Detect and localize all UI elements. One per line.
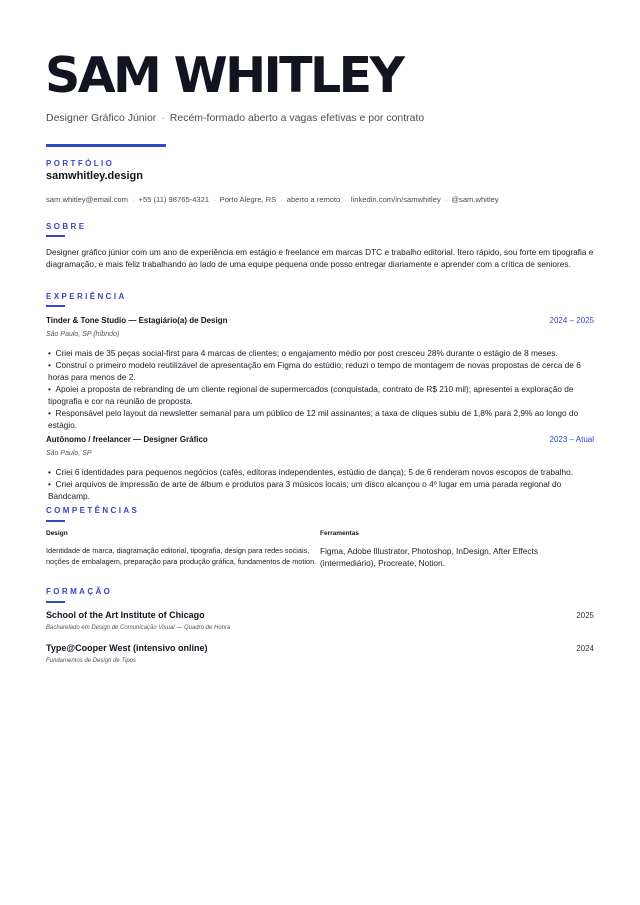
job-bullet: • Criei 6 identidades para pequenos negócios (cafés, editoras independentes, estúdio de dança); 5 de 6 renderam novos escopos de trabalho. <box>48 466 596 478</box>
education-heading: FORMAÇÃO <box>46 587 113 596</box>
job-bullets <box>48 466 596 502</box>
education-school: Type@Cooper West (intensivo online) <box>46 643 208 653</box>
role-title: Designer Gráfico Júnior <box>46 112 157 124</box>
contact-linkedin[interactable]: linkedin.com/in/samwhitley <box>350 195 441 204</box>
contact-separator: · <box>444 195 448 204</box>
skills-design-label: Design <box>46 530 68 537</box>
job-location: São Paulo, SP <box>46 450 92 457</box>
education-underline <box>46 601 65 603</box>
about-text: Designer gráfico júnior com um ano de experiência em estágio e freelance em marcas DTC e trabalho editorial. Itero rápido, sou forte em tipografia e diagramação, e mais feliz trabalhando ao lado de uma equipe pequena onde posso entregar diariamente e aprender com a crítica de seniores. <box>46 247 594 269</box>
header-accent-bar <box>46 144 166 147</box>
job-bullet: • Construí o primeiro modelo reutilizável de apresentação em Figma do estúdio; reduzi o tempo de montagem de novas propostas de cerca de 6 horas para menos de 2. <box>48 359 596 383</box>
skills-tools-label: Ferramentas <box>320 530 360 537</box>
headline <box>46 112 424 124</box>
education-detail: Fundamentos de Design de Tipos <box>46 658 136 664</box>
contact-remote: aberto a remoto <box>286 195 341 204</box>
job-bullet: • Apoiei a proposta de rebranding de um cliente regional de supermercados (conquistada, contrato de R$ 210 mil); apresentei a exploração de tipografia e cor na reunião de proposta. <box>48 383 596 407</box>
availability-tagline: Recém-formado aberto a vagas efetivas e por contrato <box>169 112 425 124</box>
job-title: Autônomo / freelancer — Designer Gráfico <box>46 435 208 444</box>
education-detail: Bacharelado em Design de Comunicação Visual — Quadro de Honra <box>46 625 231 631</box>
contact-separator: · <box>131 195 135 204</box>
about-underline <box>46 235 65 237</box>
contact-separator: · <box>280 195 283 204</box>
contact-handle[interactable]: @sam.whitley <box>451 195 499 204</box>
education-year: 2025 <box>576 611 594 620</box>
skills-tools-text: Figma, Adobe Illustrator, Photoshop, InDesign, After Effects (intermediário), Procreate, Notion. <box>320 546 538 568</box>
candidate-name: SAM WHITLEY <box>45 47 403 104</box>
job-bullets <box>48 347 596 431</box>
skills-heading: COMPETÊNCIAS <box>46 506 140 515</box>
contact-separator: · <box>344 195 347 204</box>
job-bullet: • Responsável pelo layout da newsletter semanal para um público de 12 mil assinantes; a taxa de cliques subiu de 1,8% para 2,9% ao longo do estágio. <box>48 407 596 431</box>
contact-phone[interactable]: +55 (11) 98765-4321 <box>138 195 210 204</box>
job-dates: 2024 – 2025 <box>549 316 594 325</box>
portfolio-link[interactable]: samwhitley.design <box>46 170 143 182</box>
job-location: São Paulo, SP (híbrido) <box>46 331 120 338</box>
contact-location: Porto Alegre, RS <box>219 195 277 204</box>
skills-design-text: Identidade de marca, diagramação editorial, tipografia, design para redes sociais, noções de embalagem, preparação para produção gráfica, fundamentos de motion. <box>46 546 317 566</box>
job-bullet: • Criei arquivos de impressão de arte de álbum e produtos para 3 músicos locais; um disco alcançou o 4º lugar em uma parada regional do Bandcamp. <box>48 478 596 502</box>
job-bullet: • Criei mais de 35 peças social-first para 4 marcas de clientes; o engajamento médio por post cresceu 28% durante o estágio de 8 meses. <box>48 347 596 359</box>
portfolio-label: PORTFÓLIO <box>46 159 115 168</box>
contact-separator: · <box>213 195 216 204</box>
education-school: School of the Art Institute of Chicago <box>46 610 205 620</box>
experience-underline <box>46 305 65 307</box>
education-year: 2024 <box>576 644 594 653</box>
contact-email[interactable]: sam.whitley@email.com <box>46 195 128 204</box>
contact-line <box>46 195 499 204</box>
skills-underline <box>46 520 65 522</box>
experience-heading: EXPERIÊNCIA <box>46 292 127 301</box>
job-title: Tinder & Tone Studio — Estagiário(a) de Design <box>46 316 228 325</box>
headline-separator: · <box>161 112 165 124</box>
job-dates: 2023 – Atual <box>549 435 594 444</box>
about-heading: SOBRE <box>46 222 87 231</box>
